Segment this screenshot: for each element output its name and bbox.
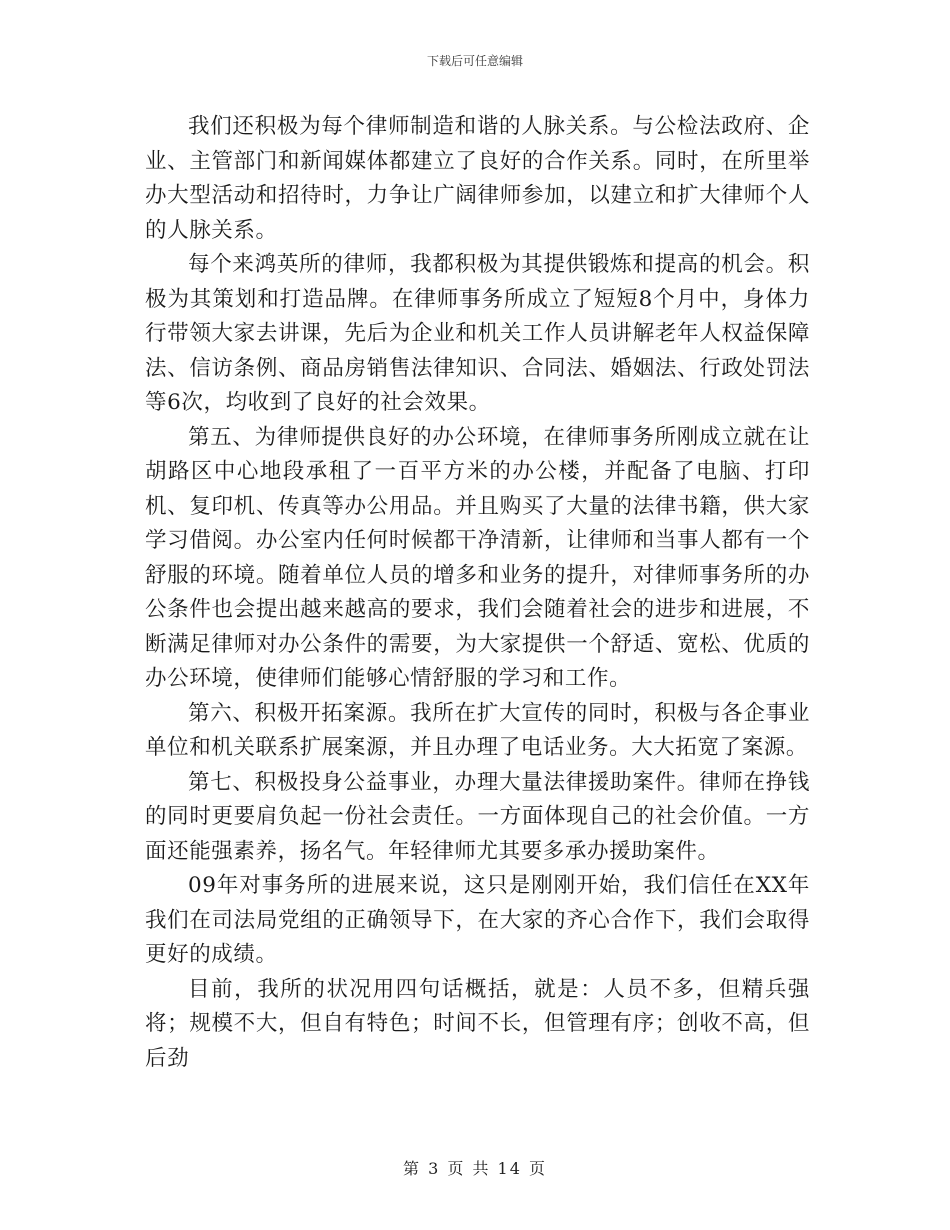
paragraph: 每个来鸿英所的律师，我都积极为其提供锻炼和提高的机会。积极为其策划和打造品牌。在律师事务所成立了短短8个月中，身体力行带领大家去讲课，先后为企业和机关工作人员讲解老年人权益保障法、信访条例、商品房销售法律知识、合同法、婚姻法、行政处罚法等6次，均收到了良好的社会效果。 [145,252,810,415]
paragraph: 09年对事务所的进展来说，这只是刚刚开始，我们信任在XX年我们在司法局党组的正确领导下，在大家的齐心合作下，我们会取得更好的成绩。 [145,873,810,967]
paragraph: 目前，我所的状况用四句话概括，就是：人员不多，但精兵强将；规模不大，但自有特色；时间不长，但管理有序；创收不高，但后劲 [145,976,810,1071]
document-body [145,110,810,1076]
paragraph: 我们还积极为每个律师制造和谐的人脉关系。与公检法政府、企业、主管部门和新闻媒体都建立了良好的合作关系。同时，在所里举办大型活动和招待时，力争让广阔律师参加，以建立和扩大律师个人的人脉关系。 [145,114,810,243]
page-header-note: 下载后可任意编辑 [426,54,523,68]
paragraph: 第五、为律师提供良好的办公环境，在律师事务所刚成立就在让胡路区中心地段承租了一百平方米的办公楼，并配备了电脑、打印机、复印机、传真等办公用品。并且购买了大量的法律书籍，供大家学习借阅。办公室内任何时候都干净清新，让律师和当事人都有一个舒服的环境。随着单位人员的增多和业务的提升，对律师事务所的办公条件也会提出越来越高的要求，我们会随着社会的进步和进展，不断满足律师对办公条件的需要，为大家提供一个舒适、宽松、优质的办公环境，使律师们能够心情舒服的学习和工作。 [145,424,810,691]
page-number-footer: 第 3 页 共 14 页 [403,1159,547,1178]
paragraph: 第七、积极投身公益事业，办理大量法律援助案件。律师在挣钱的同时更要肩负起一份社会责任。一方面体现自己的社会价值。一方面还能强素养，扬名气。年轻律师尤其要多承办援助案件。 [145,769,810,864]
paragraph: 第六、积极开拓案源。我所在扩大宣传的同时，积极与各企事业单位和机关联系扩展案源，并且办理了电话业务。大大拓宽了案源。 [145,700,810,760]
